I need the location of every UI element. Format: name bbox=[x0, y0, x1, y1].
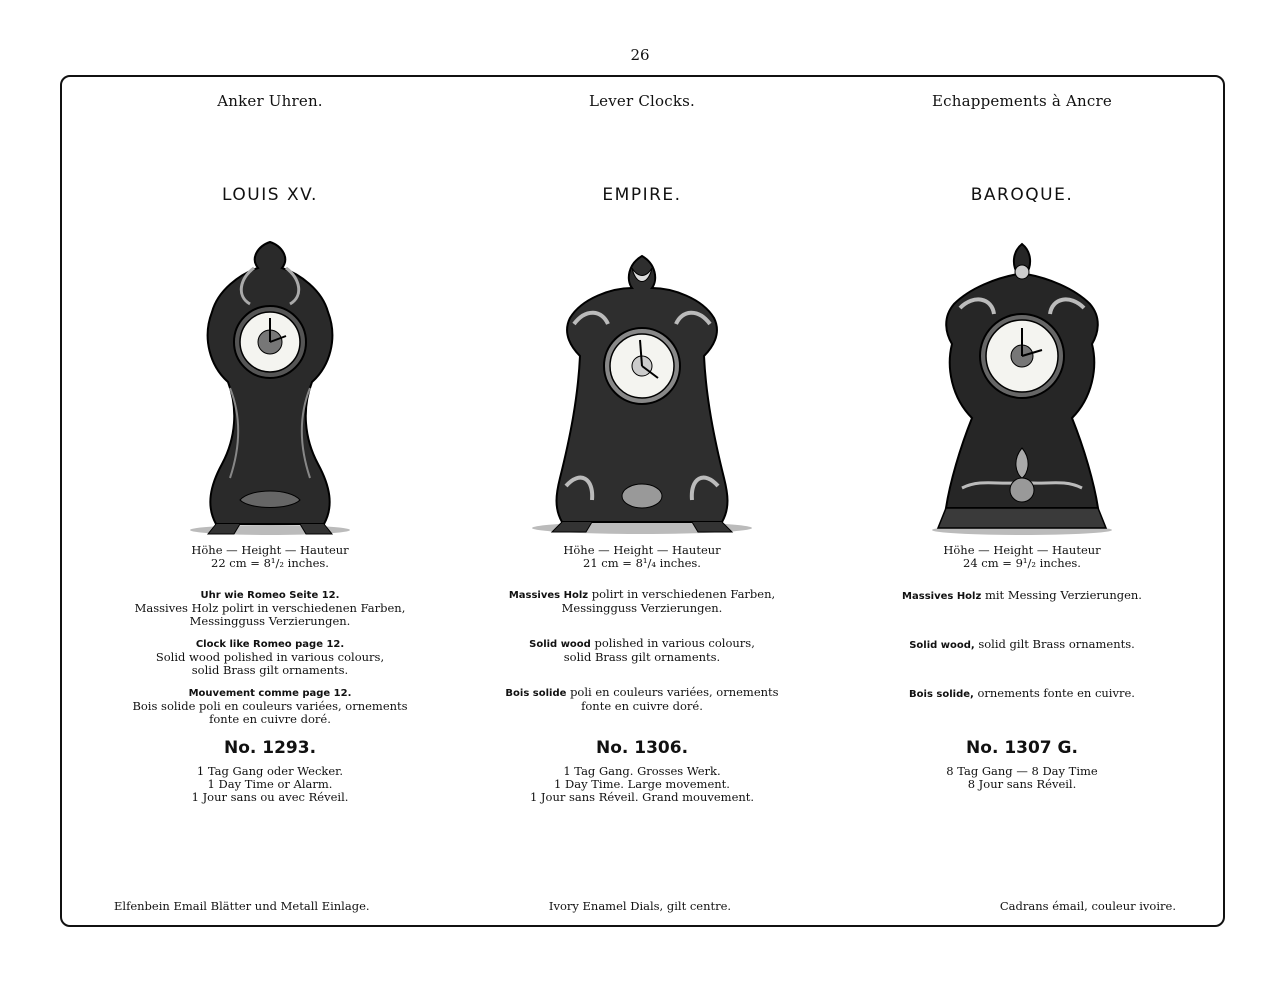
description-english bbox=[842, 638, 1202, 652]
height-info bbox=[462, 544, 822, 570]
description-german bbox=[462, 588, 822, 615]
height-label: Höhe — Height — Hauteur bbox=[563, 543, 721, 557]
description-line: Messingguss Verzierungen. bbox=[189, 614, 351, 628]
model-number: No. 1307 G. bbox=[966, 738, 1078, 758]
height-info bbox=[842, 544, 1202, 570]
height-value: 22 cm = 8¹/₂ inches. bbox=[211, 556, 329, 570]
run-line: 1 Tag Gang. Grosses Werk. bbox=[563, 764, 721, 778]
run-line: 8 Jour sans Réveil. bbox=[967, 777, 1077, 791]
description-line: ornements fonte en cuivre. bbox=[977, 686, 1135, 700]
column-heading: Lever Clocks. bbox=[589, 92, 695, 110]
run-info bbox=[90, 765, 450, 804]
description-line: Messingguss Verzierungen. bbox=[561, 601, 723, 615]
description-bold: Solid wood bbox=[529, 639, 591, 650]
run-line: 1 Day Time or Alarm. bbox=[207, 777, 333, 791]
run-line: 1 Day Time. Large movement. bbox=[554, 777, 730, 791]
height-label: Höhe — Height — Hauteur bbox=[943, 543, 1101, 557]
description-line: polished in various colours, bbox=[594, 636, 755, 650]
page-number: 26 bbox=[630, 46, 650, 64]
column-heading: Anker Uhren. bbox=[217, 92, 323, 110]
description-english bbox=[462, 637, 822, 664]
clock-style-name: LOUIS XV. bbox=[222, 185, 318, 205]
description-bold: Solid wood, bbox=[909, 640, 975, 651]
run-line: 1 Tag Gang oder Wecker. bbox=[196, 764, 344, 778]
description-bold: Clock like Romeo page 12. bbox=[195, 639, 345, 650]
description-line: solid Brass gilt ornaments. bbox=[191, 663, 349, 677]
footer-center: Ivory Enamel Dials, gilt centre. bbox=[548, 899, 732, 913]
description-french bbox=[90, 686, 450, 726]
louis-xv-clock-illustration bbox=[90, 238, 450, 538]
run-info bbox=[462, 765, 822, 804]
description-french bbox=[462, 686, 822, 713]
model-number: No. 1293. bbox=[223, 738, 317, 758]
run-line: 1 Jour sans ou avec Réveil. bbox=[191, 790, 349, 804]
baroque-clock-illustration bbox=[842, 238, 1202, 538]
height-value: 24 cm = 9¹/₂ inches. bbox=[963, 556, 1081, 570]
description-german bbox=[90, 588, 450, 628]
description-line: fonte en cuivre doré. bbox=[209, 712, 331, 726]
description-bold: Bois solide bbox=[505, 688, 567, 699]
height-info bbox=[90, 544, 450, 570]
model-number: No. 1306. bbox=[595, 738, 689, 758]
footer-right: Cadrans émail, couleur ivoire. bbox=[999, 899, 1176, 913]
description-bold: Mouvement comme page 12. bbox=[188, 688, 352, 699]
description-bold: Massives Holz bbox=[508, 590, 589, 601]
run-line: 1 Jour sans Réveil. Grand mouvement. bbox=[529, 790, 755, 804]
height-value: 21 cm = 8¹/₄ inches. bbox=[583, 556, 701, 570]
description-line: solid gilt Brass ornaments. bbox=[978, 637, 1135, 651]
description-line: polirt in verschiedenen Farben, bbox=[591, 587, 776, 601]
height-label: Höhe — Height — Hauteur bbox=[191, 543, 349, 557]
description-line: mit Messing Verzierungen. bbox=[984, 588, 1142, 602]
description-line: solid Brass gilt ornaments. bbox=[563, 650, 721, 664]
description-bold: Uhr wie Romeo Seite 12. bbox=[200, 590, 340, 601]
description-german bbox=[842, 589, 1202, 603]
empire-clock-illustration bbox=[462, 238, 822, 538]
description-line: Solid wood polished in various colours, bbox=[155, 650, 385, 664]
description-bold: Bois solide, bbox=[909, 689, 974, 700]
clock-style-name: EMPIRE. bbox=[602, 185, 682, 205]
description-french bbox=[842, 687, 1202, 701]
description-line: poli en couleurs variées, ornements bbox=[570, 685, 779, 699]
description-line: fonte en cuivre doré. bbox=[581, 699, 703, 713]
run-line: 8 Tag Gang — 8 Day Time bbox=[946, 764, 1098, 778]
description-line: Bois solide poli en couleurs variées, ornements bbox=[132, 699, 408, 713]
description-english bbox=[90, 637, 450, 677]
column-heading: Echappements à Ancre bbox=[932, 92, 1112, 110]
footer-left: Elfenbein Email Blätter und Metall Einlage. bbox=[114, 899, 370, 913]
description-line: Massives Holz polirt in verschiedenen Farben, bbox=[134, 601, 406, 615]
clock-style-name: BAROQUE. bbox=[970, 185, 1074, 205]
description-bold: Massives Holz bbox=[902, 591, 982, 602]
run-info bbox=[842, 765, 1202, 791]
